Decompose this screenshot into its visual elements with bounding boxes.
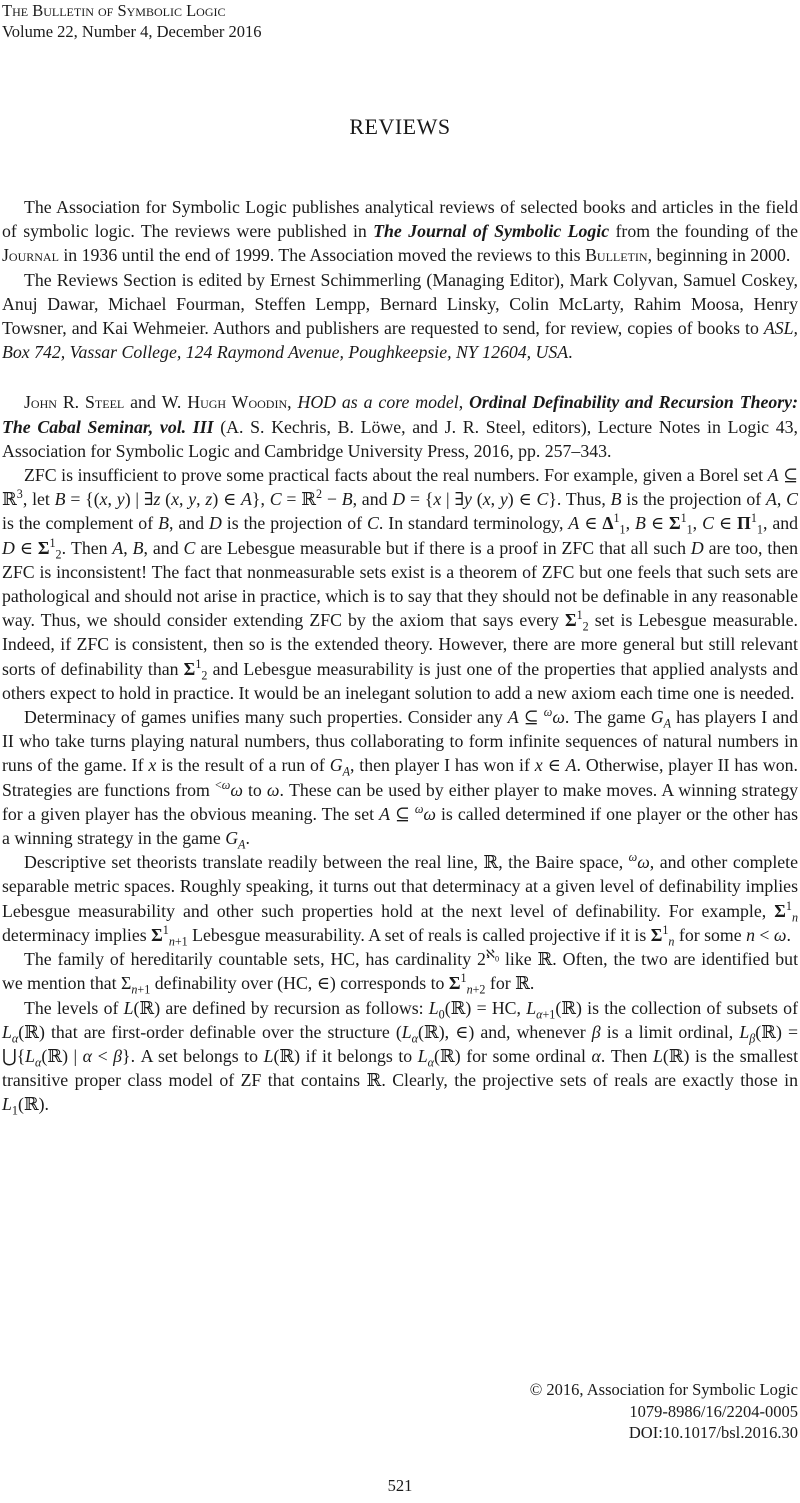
volume-line: Volume 22, Number 4, December 2016: [2, 22, 262, 41]
doi-line: DOI:10.1017/bsl.2016.30: [628, 1423, 798, 1442]
article-body: [2, 195, 798, 1117]
review-author: John R. Steel: [24, 392, 125, 413]
author-connector: and: [124, 392, 162, 413]
intro-text: from the founding of the: [609, 221, 799, 242]
review-paragraph-1: ZFC is insufficient to prove some practical facts about the real numbers. For example, given a Borel set A ⊆ ℝ$^3$, let B = {(x, y) | ∃z (x, y, z) ∈ A}, C = ℝ$^2$ − B, and D = {x | ∃y (x, y) ∈ C}. Thus, B is the projection of A, C is the complement of B, and D is the projection of C. In standard terminology, A ∈ $\Delta^1_1$, B ∈ $\Sigma^1_1$, C ∈ $\Pi^1_1$, and D ∈ $\Sigma^1_2$. Then A, B, and C are Lebesgue measurable but if there is a proof in ZFC that all such D are too, then ZFC is inconsistent! The fact that nonmeasurable sets exist is a theorem of ZFC but one feels that such sets are pathological and should not arise in practice, which is to say that they should not be definable in any reasonable way. Thus, we should consider extending ZFC by the axiom that says every $\Sigma^1_2$ set is Lebesgue measurable. Indeed, if ZFC is consistent, then so is the extended theory. However, there are more general but still relevant sorts of definability than $\Sigma^1_2$ and Lebesgue measurability is just one of the properties that applied analysts and others expect to hold in practice. It would be an inelegant solution to add a new axiom each time one is needed.: [2, 465, 799, 703]
intro-text: .: [568, 342, 573, 363]
page-title: REVIEWS: [349, 114, 451, 139]
journal-title: The Journal of Symbolic Logic: [373, 221, 610, 242]
review-paragraph-3: Descriptive set theorists translate readily between the real line, ℝ, the Baire space, $^\omega$ω, and other complete separable metric spaces. Roughly speaking, it turns out that determinacy at a given level of definability implies Lebesgue measurability and other such properties hold at the next level of definability. For example, $\Sigma^1_n$ determinacy implies $\Sigma^1_{n+1}$ Lebesgue measurability. A set of reals is called projective if it is $\Sigma^1_n$ for some n < ω.: [2, 850, 798, 949]
bulletin-smallcaps: Bulletin: [585, 245, 648, 266]
intro-paragraph-1: [2, 195, 798, 268]
asl-address: ASL, Box 742, Vassar College, 124 Raymond Avenue, Poughkeepsie, NY 12604, USA: [2, 318, 798, 363]
intro-paragraph-2: [2, 268, 798, 365]
running-header: [2, 0, 262, 42]
page-number: 521: [387, 1476, 413, 1495]
intro-text: , beginning in 2000.: [647, 245, 791, 266]
copyright-footer: [530, 1379, 798, 1444]
intro-text: in 1936 until the end of 1999. The Association moved the reviews to this: [58, 245, 586, 266]
copyright-line: © 2016, Association for Symbolic Logic: [529, 1380, 798, 1399]
review-paragraph-2: Determinacy of games unifies many such properties. Consider any A ⊆ $^\omega$ω. The game $G_A$ has players I and II who take turns playing natural numbers, thus collaborating to form infinite sequences of natural numbers in runs of the game. If x is the result of a run of $G_A$, then player I has won if x ∈ A. Otherwise, player II has won. Strategies are functions from $^{<\omega}$ω to ω. These can be used by either player to make moves. A winning strategy for a given player has the obvious meaning. The set A ⊆ $^\omega$ω is called determined if one player or the other has a winning strategy in the game $G_A$.: [2, 705, 798, 852]
intro-text: The Reviews Section is edited by Ernest Schimmerling (Managing Editor), Mark Colyvan, Samuel Coskey, Anuj Dawar, Michael Fourman, Steffen Lempp, Bernard Linsky, Colin McLarty, Rahim Moosa, Henry Towsner, and Kai Wehmeier. Authors and publishers are requested to send, for review, copies of books to: [2, 269, 798, 339]
review-citation: John R. Steel and W. Hugh Woodin, HOD as a core model, Ordinal Definability and Recursion Theory: The Cabal Seminar, vol. III (A. S. Kechris, B. Löwe, and J. R. Steel, editors), Lecture Notes in Logic 43, Association for Symbolic Logic and Cambridge University Press, 2016, pp. 257–343.: [2, 392, 798, 461]
book-title: Ordinal Definability and Recursion Theory: The Cabal Seminar, vol. III: [2, 392, 798, 437]
review-paragraph-5: The levels of L(ℝ) are defined by recursion as follows: $L_0(ℝ)$ = HC, $L_{\alpha+1}(ℝ)$ is the collection of subsets of $L_\alpha(ℝ)$ that are first-order definable over the structure ($L_\alpha(ℝ)$, ∈) and, whenever β is a limit ordinal, $L_\beta(ℝ)$ = $⋃\{L_\alpha(ℝ)$ | α < β}. A set belongs to L(ℝ) if it belongs to $L_\alpha(ℝ)$ for some ordinal α. Then L(ℝ) is the smallest transitive proper class model of ZF that contains ℝ. Clearly, the projective sets of reals are exactly those in $L_1(ℝ)$.: [2, 997, 799, 1118]
review-author: W. Hugh Woodin: [161, 392, 288, 413]
article-title: HOD as a core model: [297, 392, 459, 413]
citation-details: (A. S. Kechris, B. Löwe, and J. R. Steel, editors), Lecture Notes in Logic 43, Association for Symbolic Logic and Cambridge University Press, 2016, pp. 257–343.: [2, 416, 798, 461]
issn-line: 1079-8986/16/2204-0005: [629, 1401, 798, 1421]
journal-smallcaps: Journal: [2, 245, 59, 266]
journal-name: The Bulletin of Symbolic Logic: [2, 1, 226, 20]
intro-text: The Association for Symbolic Logic publishes analytical reviews of selected books and articles in the field of symbolic logic. The reviews were published in: [2, 197, 798, 242]
review-paragraph-4: The family of hereditarily countable sets, HC, has cardinality $2^{ℵ_0}$ like ℝ. Often, the two are identified but we mention that $\Sigma_{n+1}$ definability over (HC, ∈) corresponds to $\Sigma^1_{n+2}$ for ℝ.: [2, 947, 799, 997]
